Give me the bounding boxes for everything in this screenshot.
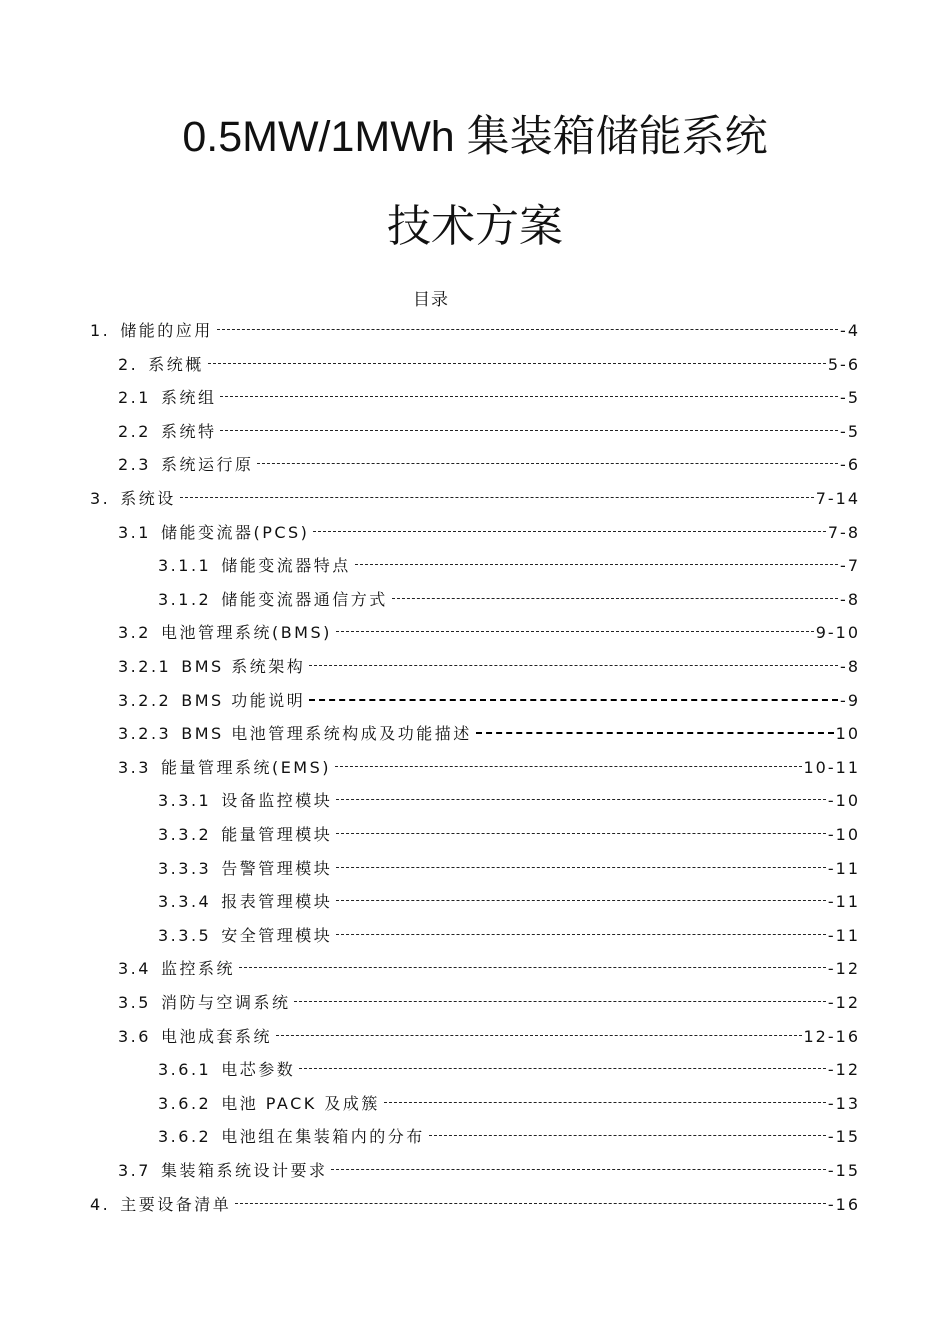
toc-entry-number: 2.3 (118, 455, 151, 475)
toc-entry-number: 3.3.4 (158, 892, 212, 912)
toc-entry-number: 3.6.2 (158, 1093, 212, 1113)
toc-dot-leader (336, 822, 826, 840)
toc-entry-page: -15 (827, 1161, 860, 1180)
toc-dot-leader (276, 1024, 802, 1042)
toc-entry-number: 3.1 (118, 522, 151, 542)
toc-dot-leader (217, 318, 838, 336)
toc-entry-page: -11 (827, 858, 860, 878)
toc-entry-title: 储能的应用 (120, 321, 213, 340)
toc-entry[interactable] (118, 1158, 860, 1182)
toc-entry-title: 能量管理系统(EMS) (160, 757, 332, 777)
toc-heading: 目录 (413, 290, 449, 310)
toc-entry-title: 设备监控模块 (221, 791, 333, 811)
toc-dot-leader (336, 788, 826, 806)
toc-entry-number: 3.3.5 (158, 925, 212, 945)
toc-entry-page: -16 (827, 1194, 860, 1214)
toc-dot-leader (429, 1124, 826, 1142)
toc-entry-number: 1. (90, 321, 111, 340)
toc-entry-page: 10-11 (803, 757, 860, 777)
toc-entry[interactable] (158, 788, 860, 812)
toc-entry-title: BMS 系统架构 (181, 657, 306, 676)
toc-entry-page: -12 (827, 993, 860, 1012)
toc-entry-title: 系统特 (160, 421, 217, 441)
toc-dot-leader (392, 587, 838, 605)
toc-entry-title: 报表管理模块 (221, 892, 333, 912)
toc-entry[interactable] (158, 1124, 860, 1148)
toc-entry-page: 10 (835, 724, 860, 744)
toc-entry-title: 告警管理模块 (221, 858, 333, 878)
toc-entry[interactable] (118, 755, 860, 779)
toc-entry-number: 2.2 (118, 421, 151, 441)
toc-entry-number: 2.1 (118, 388, 151, 408)
toc-entry[interactable] (118, 721, 860, 745)
toc-entry-page: -12 (827, 959, 860, 979)
toc-dot-leader (476, 721, 834, 739)
toc-entry[interactable] (118, 352, 860, 376)
toc-entry-page: -11 (827, 892, 860, 912)
toc-dot-leader (309, 688, 838, 706)
toc-dot-leader (239, 956, 826, 974)
toc-entry[interactable] (158, 889, 860, 913)
toc-entry-title: 监控系统 (160, 959, 235, 979)
toc-entry[interactable] (118, 419, 860, 443)
toc-entry[interactable] (90, 486, 860, 510)
toc-entry[interactable] (118, 385, 860, 409)
toc-entry-title: 系统设 (120, 489, 176, 508)
toc-entry-page: -11 (827, 925, 860, 945)
toc-entry-page: -5 (840, 388, 860, 408)
toc-entry[interactable] (158, 553, 860, 577)
toc-dot-leader (294, 990, 825, 1008)
toc-entry-number: 3.3.3 (158, 858, 212, 878)
toc-entry-number: 3.3.2 (158, 825, 212, 844)
toc-entry-page: -8 (840, 657, 860, 676)
toc-entry-title: BMS 电池管理系统构成及功能描述 (181, 724, 472, 744)
toc-entry-number: 3.2.2 (118, 690, 172, 710)
toc-entry-title: 电池 PACK 及成簇 (221, 1093, 380, 1113)
document-title: 0.5MW/1MWh 集装箱储能系统 (182, 113, 768, 161)
toc-entry-title: 储能变流器特点 (221, 556, 351, 576)
toc-entry-number: 3.4 (118, 959, 151, 979)
toc-dot-leader (180, 486, 814, 504)
toc-entry-number: 3.5 (118, 993, 151, 1012)
toc-entry[interactable] (158, 587, 860, 611)
toc-dot-leader (336, 889, 826, 907)
toc-entry[interactable] (158, 1091, 860, 1115)
toc-entry[interactable] (118, 956, 860, 980)
toc-entry-page: -9 (840, 690, 860, 710)
toc-entry-title: 电池组在集装箱内的分布 (221, 1127, 425, 1147)
toc-dot-leader (384, 1091, 826, 1109)
toc-entry[interactable] (90, 1192, 860, 1216)
toc-dot-leader (220, 385, 838, 403)
toc-entry-title: 系统组 (160, 388, 217, 408)
toc-entry-number: 3.7 (118, 1161, 151, 1180)
toc-entry[interactable] (90, 318, 860, 342)
toc-entry-title: 储能变流器通信方式 (221, 589, 388, 609)
toc-entry-page: -12 (827, 1060, 860, 1080)
toc-dot-leader (355, 553, 838, 571)
toc-entry[interactable] (118, 452, 860, 476)
toc-entry-number: 2. (118, 354, 139, 374)
toc-entry-page: 9-10 (815, 623, 860, 643)
toc-dot-leader (235, 1192, 826, 1210)
toc-dot-leader (299, 1057, 826, 1075)
toc-entry-title: 储能变流器(PCS) (160, 522, 310, 542)
toc-entry-title: 消防与空调系统 (160, 993, 291, 1012)
toc-entry-page: 7-8 (827, 522, 860, 542)
toc-entry[interactable] (158, 923, 860, 947)
toc-entry-number: 3.3 (118, 757, 151, 777)
toc-entry-number: 4. (90, 1194, 111, 1214)
toc-entry-page: -10 (827, 791, 860, 811)
toc-dot-leader (309, 654, 838, 672)
toc-entry-number: 3.2.3 (118, 724, 172, 744)
toc-entry-page: -4 (840, 321, 860, 340)
toc-entry-page: -5 (840, 421, 860, 441)
toc-entry-page: -15 (827, 1127, 860, 1147)
toc-entry-page: 7-14 (815, 489, 860, 508)
toc-dot-leader (336, 923, 826, 941)
toc-entry[interactable] (118, 688, 860, 712)
toc-entry-number: 3.3.1 (158, 791, 212, 811)
toc-entry-number: 3.6 (118, 1026, 151, 1046)
toc-dot-leader (208, 352, 826, 370)
toc-entry[interactable] (118, 654, 860, 678)
document-subtitle: 技术方案 (387, 201, 563, 252)
toc-entry-number: 3.2.1 (118, 657, 172, 676)
toc-entry-title: 电池管理系统(BMS) (160, 623, 332, 643)
toc-entry-title: 能量管理模块 (221, 825, 333, 844)
toc-dot-leader (220, 419, 838, 437)
toc-entry-title: 系统运行原 (160, 455, 254, 475)
toc-entry-title: 系统概 (148, 354, 204, 374)
toc-entry-title: 电池成套系统 (160, 1026, 272, 1046)
toc-entry[interactable] (158, 1057, 860, 1081)
toc-dot-leader (336, 856, 826, 874)
toc-dot-leader (257, 452, 838, 470)
toc-entry-page: -13 (827, 1093, 860, 1113)
toc-entry[interactable] (118, 620, 860, 644)
toc-dot-leader (313, 520, 825, 538)
toc-entry-title: 电芯参数 (221, 1060, 296, 1080)
toc-entry-number: 3.6.2 (158, 1127, 212, 1147)
toc-dot-leader (335, 755, 801, 773)
toc-entry-page: -7 (840, 556, 860, 576)
toc-entry-page: -10 (827, 825, 860, 844)
toc-entry-page: 5-6 (827, 354, 860, 374)
toc-dot-leader (331, 1158, 825, 1176)
toc-entry-title: 主要设备清单 (120, 1194, 232, 1214)
toc-entry[interactable] (118, 1024, 860, 1048)
toc-entry-title: 集装箱系统设计要求 (160, 1161, 328, 1180)
toc-entry-number: 3.2 (118, 623, 151, 643)
toc-entry-title: BMS 功能说明 (181, 690, 306, 710)
toc-entry-page: -8 (840, 589, 860, 609)
toc-entry[interactable] (118, 990, 860, 1014)
toc-entry-title: 安全管理模块 (221, 925, 333, 945)
toc-dot-leader (336, 620, 814, 638)
toc-entry-number: 3.1.2 (158, 589, 212, 609)
toc-entry[interactable] (158, 822, 860, 846)
toc-entry-number: 3. (90, 489, 111, 508)
toc-entry[interactable] (118, 520, 860, 544)
toc-entry-page: 12-16 (803, 1026, 860, 1046)
toc-entry-page: -6 (840, 455, 860, 475)
toc-entry-number: 3.6.1 (158, 1060, 212, 1080)
toc-entry[interactable] (158, 856, 860, 880)
toc-entry-number: 3.1.1 (158, 556, 212, 576)
